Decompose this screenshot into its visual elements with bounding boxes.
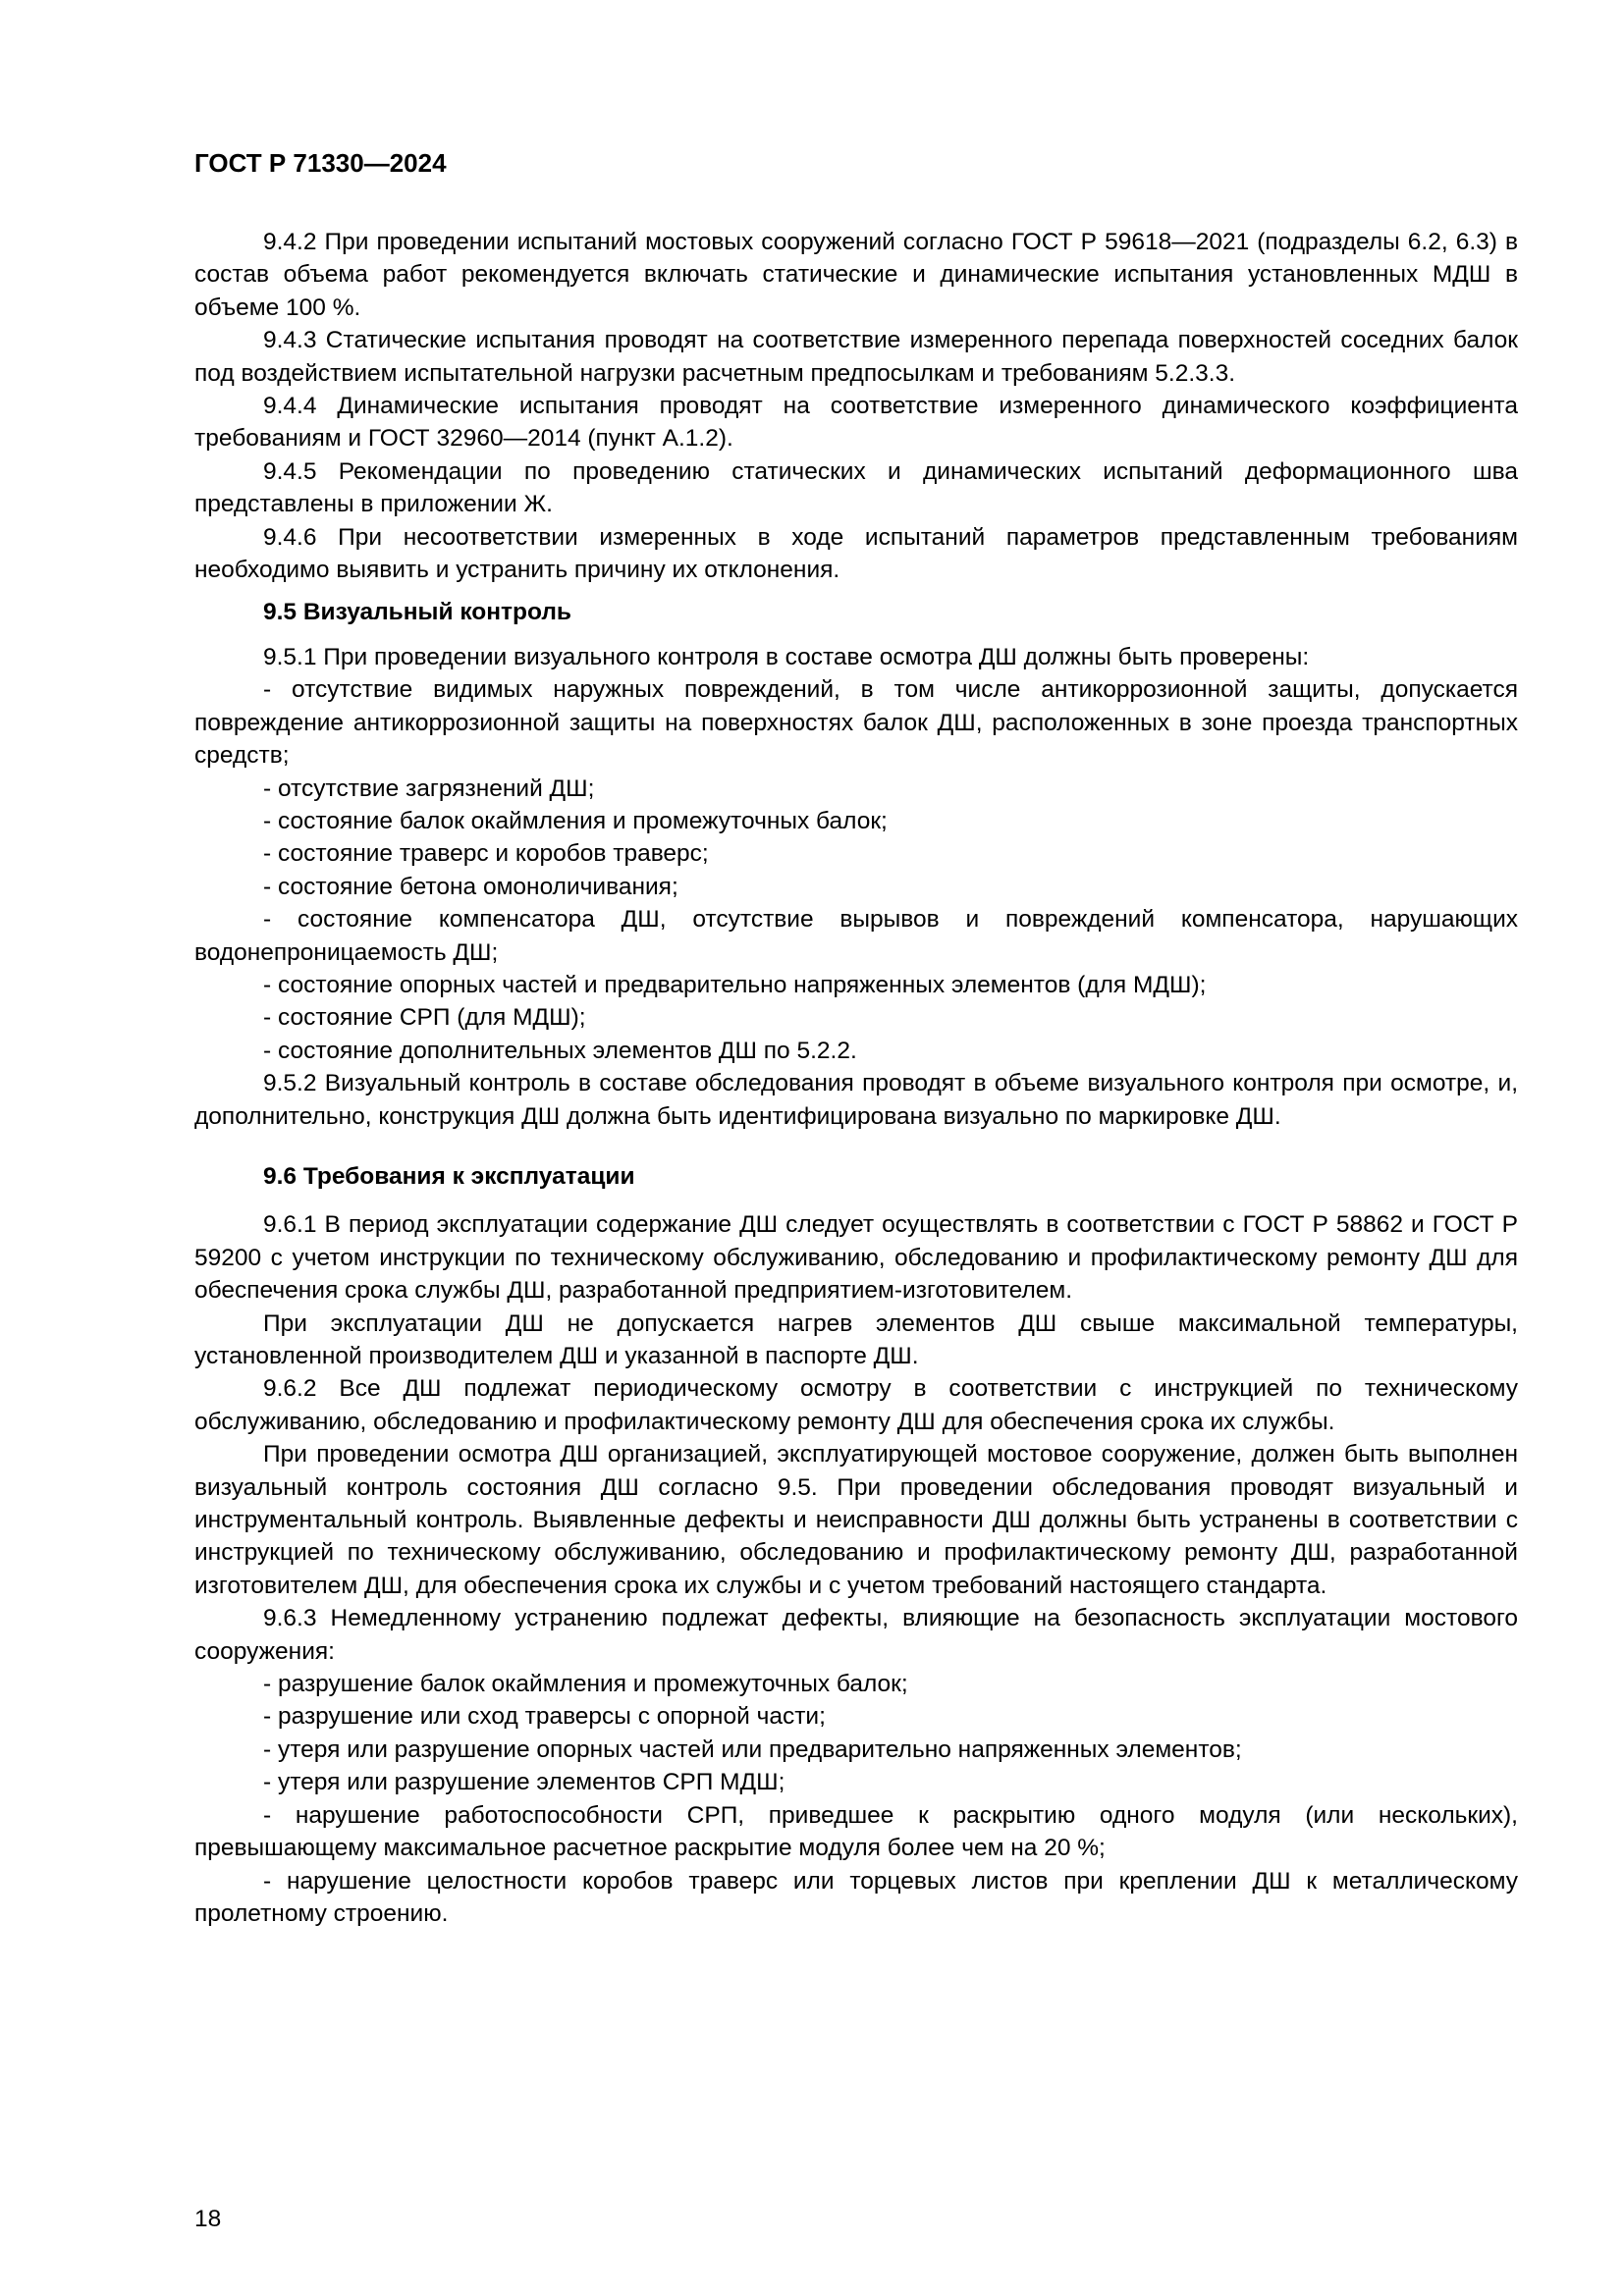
list-item: - состояние траверс и коробов траверс; (263, 840, 709, 868)
list-item: - утеря или разрушение опорных частей или предварительно напряженных элементов; (263, 1735, 1242, 1763)
paragraph-9-5-2: 9.5.2 Визуальный контроль в составе обследования проводят в объеме визуального контроля при осмотре, и, дополнительно, конструкция ДШ должна быть идентифицирована визуально по маркировке ДШ. (194, 1070, 1518, 1130)
list-item: - нарушение работоспособности СРП, приведшее к раскрытию одного модуля (или нескольких), превышающему максимальное расчетное раскрытие модуля более чем на 20 %; (194, 1801, 1518, 1862)
page-number: 18 (194, 2206, 222, 2232)
paragraph-9-4-6: 9.4.6 При несоответствии измеренных в ходе испытаний параметров представленным требованиям необходимо выявить и устранить причину их отклонения. (194, 523, 1518, 584)
paragraph-9-6-2-cont: При проведении осмотра ДШ организацией, эксплуатирующей мостовое сооружение, должен быть выполнен визуальный контроль состояния ДШ согласно 9.5. При проведении обследования проводят визуальный и инструментальный контроль. Выявленные дефекты и неисправности ДШ должны быть устранены в соответствии с инструкцией по техническому обслуживанию, обследованию и профилактическому ремонту ДШ, разработанной изготовителем ДШ, для обеспечения срока их службы и с учетом требований настоящего стандарта. (194, 1441, 1518, 1599)
section-heading-9-6: 9.6 Требования к эксплуатации (263, 1162, 635, 1190)
list-item: - состояние бетона омоноличивания; (263, 873, 678, 900)
paragraph-9-4-3: 9.4.3 Статические испытания проводят на соответствие измеренного перепада поверхностей соседних балок под воздействием испытательной нагрузки расчетным предпосылкам и требованиям 5.2.3.3. (194, 327, 1518, 387)
section-heading-9-5: 9.5 Визуальный контроль (263, 599, 571, 626)
list-item: - разрушение балок окаймления и промежуточных балок; (263, 1671, 908, 1698)
list-item: - состояние компенсатора ДШ, отсутствие вырывов и повреждений компенсатора, нарушающих водонепроницаемость ДШ; (194, 906, 1518, 966)
paragraph-9-4-5: 9.4.5 Рекомендации по проведению статических и динамических испытаний деформационного шва представлены в приложении Ж. (194, 457, 1518, 518)
document-page (194, 147, 1518, 1930)
list-item: - отсутствие видимых наружных повреждений, в том числе антикоррозионной защиты, допускается повреждение антикоррозионной защиты на поверхностях балок ДШ, расположенных в зоне проезда транспортных средств; (194, 676, 1518, 770)
list-item: - состояние СРП (для МДШ); (263, 1004, 586, 1032)
list-item: - нарушение целостности коробов траверс или торцевых листов при креплении ДШ к металлическому пролетному строению. (194, 1867, 1518, 1927)
paragraph-9-6-1-cont: При эксплуатации ДШ не допускается нагрев элементов ДШ свыше максимальной температуры, установленной производителем ДШ и указанной в паспорте ДШ. (194, 1309, 1518, 1369)
paragraph-9-5-1: 9.5.1 При проведении визуального контроля в составе осмотра ДШ должны быть проверены: (263, 643, 1310, 670)
paragraph-9-6-3: 9.6.3 Немедленному устранению подлежат дефекты, влияющие на безопасность эксплуатации мостового сооружения: (194, 1605, 1518, 1665)
paragraph-9-4-2: 9.4.2 При проведении испытаний мостовых сооружений согласно ГОСТ Р 59618—2021 (подразделы 6.2, 6.3) в состав объема работ рекомендуется включать статические и динамические испытания установленных МДШ в объеме 100 %. (194, 229, 1518, 321)
list-item: - состояние опорных частей и предварительно напряженных элементов (для МДШ); (263, 971, 1207, 998)
list-item: - состояние балок окаймления и промежуточных балок; (263, 807, 888, 834)
paragraph-9-6-1: 9.6.1 В период эксплуатации содержание ДШ следует осуществлять в соответствии с ГОСТ Р 58862 и ГОСТ Р 59200 с учетом инструкции по техническому обслуживанию, обследованию и профилактическому ремонту ДШ для обеспечения срока службы ДШ, разработанной предприятием-изготовителем. (194, 1211, 1518, 1305)
document-header: ГОСТ Р 71330—2024 (194, 148, 447, 178)
list-item: - разрушение или сход траверсы с опорной части; (263, 1703, 826, 1731)
list-item: - состояние дополнительных элементов ДШ по 5.2.2. (263, 1037, 857, 1064)
list-item: - отсутствие загрязнений ДШ; (263, 774, 595, 802)
list-item: - утеря или разрушение элементов СРП МДШ; (263, 1769, 785, 1796)
paragraph-9-4-4: 9.4.4 Динамические испытания проводят на соответствие измеренного динамического коэффициента требованиям и ГОСТ 32960—2014 (пункт А.1.2). (194, 393, 1518, 453)
paragraph-9-6-2: 9.6.2 Все ДШ подлежат периодическому осмотру в соответствии с инструкцией по техническому обслуживанию, обследованию и профилактическому ремонту ДШ для обеспечения срока их службы. (194, 1375, 1518, 1435)
